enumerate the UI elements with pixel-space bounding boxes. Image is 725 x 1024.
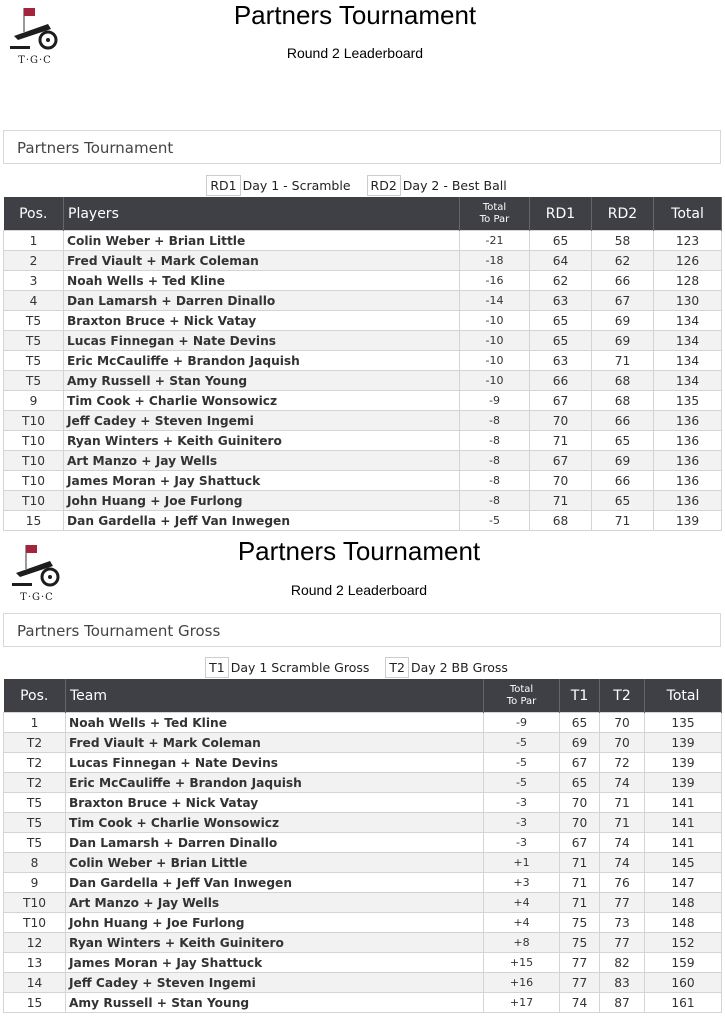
col-header-to-par-line2: To Par — [506, 695, 537, 707]
team-name-cell: Braxton Bruce + Nick Vatay — [64, 311, 460, 331]
section-header — [3, 613, 721, 647]
pos-cell: 15 — [4, 993, 66, 1013]
club-logo-text: T·G·C — [20, 592, 54, 603]
pos-cell: T5 — [4, 371, 64, 391]
table-header-row — [4, 197, 722, 231]
total-cell: 134 — [654, 331, 722, 351]
round1-cell: 70 — [530, 411, 592, 431]
round2-cell: 77 — [600, 893, 645, 913]
round1-cell: 67 — [530, 451, 592, 471]
round2-cell: 83 — [600, 973, 645, 993]
table-row[interactable] — [4, 873, 722, 893]
page-subtitle: Round 2 Leaderboard — [286, 45, 424, 61]
round1-cell: 74 — [560, 993, 600, 1013]
to-par-cell: +8 — [484, 933, 560, 953]
table-row[interactable] — [4, 833, 722, 853]
round1-cell: 63 — [530, 291, 592, 311]
table-row[interactable] — [4, 933, 722, 953]
col-header-pos[interactable]: Pos. — [4, 197, 64, 231]
round1-cell: 65 — [530, 311, 592, 331]
col-header-total[interactable]: Total — [645, 679, 722, 713]
pos-cell: T5 — [4, 833, 66, 853]
legend-key: RD1 — [206, 175, 240, 196]
to-par-cell: -8 — [460, 431, 530, 451]
pos-cell: T2 — [4, 753, 66, 773]
round1-cell: 63 — [530, 351, 592, 371]
table-row[interactable] — [4, 231, 722, 251]
round2-cell: 65 — [592, 491, 654, 511]
club-logo-text: T·G·C — [18, 55, 52, 66]
col-header-team[interactable]: Team — [66, 679, 484, 713]
team-name-cell: Amy Russell + Stan Young — [66, 993, 484, 1013]
legend-desc: Day 1 Scramble Gross — [230, 660, 370, 675]
total-cell: 141 — [645, 793, 722, 813]
legend-key: T1 — [205, 657, 229, 678]
round1-cell: 66 — [530, 371, 592, 391]
total-cell: 139 — [645, 733, 722, 753]
table-row[interactable] — [4, 251, 722, 271]
total-cell: 136 — [654, 471, 722, 491]
table-row[interactable] — [4, 451, 722, 471]
table-row[interactable] — [4, 793, 722, 813]
table-row[interactable] — [4, 953, 722, 973]
round2-cell: 71 — [600, 813, 645, 833]
round2-cell: 66 — [592, 271, 654, 291]
to-par-cell: -16 — [460, 271, 530, 291]
round1-cell: 62 — [530, 271, 592, 291]
team-name-cell: Noah Wells + Ted Kline — [66, 713, 484, 733]
leaderboard-table — [3, 197, 722, 531]
to-par-cell: -8 — [460, 411, 530, 431]
team-name-cell: Dan Lamarsh + Darren Dinallo — [64, 291, 460, 311]
table-row[interactable] — [4, 391, 722, 411]
team-name-cell: James Moran + Jay Shattuck — [66, 953, 484, 973]
legend-key: RD2 — [367, 175, 401, 196]
round2-cell: 58 — [592, 231, 654, 251]
team-name-cell: Noah Wells + Ted Kline — [64, 271, 460, 291]
col-header-t2[interactable]: T2 — [600, 679, 645, 713]
to-par-cell: +3 — [484, 873, 560, 893]
table-row[interactable] — [4, 471, 722, 491]
team-name-cell: Amy Russell + Stan Young — [64, 371, 460, 391]
pos-cell: 13 — [4, 953, 66, 973]
round2-cell: 76 — [600, 873, 645, 893]
total-cell: 139 — [654, 511, 722, 531]
pos-cell: 8 — [4, 853, 66, 873]
table-row[interactable] — [4, 491, 722, 511]
table-row[interactable] — [4, 291, 722, 311]
team-name-cell: Braxton Bruce + Nick Vatay — [66, 793, 484, 813]
round2-cell: 69 — [592, 331, 654, 351]
round1-cell: 77 — [560, 953, 600, 973]
total-cell: 139 — [645, 753, 722, 773]
team-name-cell: John Huang + Joe Furlong — [66, 913, 484, 933]
to-par-cell: -5 — [484, 753, 560, 773]
pos-cell: 15 — [4, 511, 64, 531]
table-row[interactable] — [4, 993, 722, 1013]
pos-cell: 12 — [4, 933, 66, 953]
total-cell: 135 — [645, 713, 722, 733]
round1-cell: 71 — [530, 431, 592, 451]
table-row[interactable] — [4, 853, 722, 873]
pos-cell: T10 — [4, 893, 66, 913]
team-name-cell: Eric McCauliffe + Brandon Jaquish — [66, 773, 484, 793]
round2-cell: 82 — [600, 953, 645, 973]
table-row[interactable] — [4, 411, 722, 431]
to-par-cell: -10 — [460, 351, 530, 371]
team-name-cell: Art Manzo + Jay Wells — [66, 893, 484, 913]
total-cell: 148 — [645, 913, 722, 933]
total-cell: 128 — [654, 271, 722, 291]
round2-cell: 66 — [592, 411, 654, 431]
to-par-cell: -10 — [460, 371, 530, 391]
pos-cell: 14 — [4, 973, 66, 993]
col-header-to-par-line1: Total — [509, 683, 534, 695]
col-header-to-par[interactable] — [484, 679, 560, 713]
col-header-to-par-line1: Total — [482, 201, 507, 213]
to-par-cell: +4 — [484, 913, 560, 933]
to-par-cell: -5 — [484, 773, 560, 793]
round2-cell: 68 — [592, 371, 654, 391]
round2-cell: 74 — [600, 833, 645, 853]
round1-cell: 65 — [530, 231, 592, 251]
pos-cell: 1 — [4, 231, 64, 251]
team-name-cell: Dan Lamarsh + Darren Dinallo — [66, 833, 484, 853]
table-row[interactable] — [4, 753, 722, 773]
round1-cell: 70 — [560, 813, 600, 833]
to-par-cell: +15 — [484, 953, 560, 973]
team-name-cell: Ryan Winters + Keith Guinitero — [66, 933, 484, 953]
round1-cell: 64 — [530, 251, 592, 271]
table-header-row — [4, 679, 722, 713]
team-name-cell: Tim Cook + Charlie Wonsowicz — [66, 813, 484, 833]
to-par-cell: -10 — [460, 331, 530, 351]
to-par-cell: -8 — [460, 491, 530, 511]
col-header-players[interactable]: Players — [64, 197, 460, 231]
total-cell: 160 — [645, 973, 722, 993]
table-row[interactable] — [4, 733, 722, 753]
pos-cell: 4 — [4, 291, 64, 311]
pos-cell: 9 — [4, 391, 64, 411]
round-legend — [0, 175, 725, 197]
pos-cell: T5 — [4, 331, 64, 351]
pos-cell: T10 — [4, 471, 64, 491]
to-par-cell: -3 — [484, 813, 560, 833]
team-name-cell: Jeff Cadey + Steven Ingemi — [66, 973, 484, 993]
team-name-cell: Fred Viault + Mark Coleman — [64, 251, 460, 271]
pos-cell: T10 — [4, 491, 64, 511]
total-cell: 134 — [654, 311, 722, 331]
round1-cell: 65 — [530, 331, 592, 351]
table-row[interactable] — [4, 973, 722, 993]
round1-cell: 67 — [530, 391, 592, 411]
round2-cell: 65 — [592, 431, 654, 451]
pos-cell: 3 — [4, 271, 64, 291]
total-cell: 134 — [654, 351, 722, 371]
round2-cell: 70 — [600, 713, 645, 733]
team-name-cell: Eric McCauliffe + Brandon Jaquish — [64, 351, 460, 371]
round2-cell: 71 — [592, 511, 654, 531]
pos-cell: 9 — [4, 873, 66, 893]
round2-cell: 87 — [600, 993, 645, 1013]
to-par-cell: +4 — [484, 893, 560, 913]
round1-cell: 69 — [560, 733, 600, 753]
pos-cell: T2 — [4, 733, 66, 753]
to-par-cell: -10 — [460, 311, 530, 331]
col-header-rd2[interactable]: RD2 — [592, 197, 654, 231]
pos-cell: T5 — [4, 311, 64, 331]
table-row[interactable] — [4, 331, 722, 351]
page-title: Partners Tournament — [237, 536, 481, 566]
col-header-pos[interactable]: Pos. — [4, 679, 66, 713]
total-cell: 159 — [645, 953, 722, 973]
table-row[interactable] — [4, 431, 722, 451]
col-header-t1[interactable]: T1 — [560, 679, 600, 713]
team-name-cell: Fred Viault + Mark Coleman — [66, 733, 484, 753]
leaderboard-table — [3, 679, 722, 1013]
round2-cell: 69 — [592, 451, 654, 471]
to-par-cell: -9 — [484, 713, 560, 733]
to-par-cell: -18 — [460, 251, 530, 271]
pos-cell: T10 — [4, 431, 64, 451]
total-cell: 145 — [645, 853, 722, 873]
total-cell: 136 — [654, 431, 722, 451]
round1-cell: 65 — [560, 773, 600, 793]
legend-desc: Day 2 - Best Ball — [402, 178, 507, 193]
pos-cell: T5 — [4, 793, 66, 813]
pos-cell: T5 — [4, 351, 64, 371]
round1-cell: 65 — [560, 713, 600, 733]
col-header-total[interactable]: Total — [654, 197, 722, 231]
round1-cell: 71 — [560, 853, 600, 873]
table-body — [4, 231, 722, 531]
to-par-cell: -21 — [460, 231, 530, 251]
col-header-to-par-line2: To Par — [479, 213, 510, 225]
to-par-cell: -14 — [460, 291, 530, 311]
round1-cell: 67 — [560, 753, 600, 773]
team-name-cell: Dan Gardella + Jeff Van Inwegen — [66, 873, 484, 893]
round1-cell: 70 — [560, 793, 600, 813]
table-body — [4, 713, 722, 1013]
round2-cell: 73 — [600, 913, 645, 933]
total-cell: 136 — [654, 451, 722, 471]
total-cell: 152 — [645, 933, 722, 953]
legend-key: T2 — [385, 657, 409, 678]
to-par-cell: -5 — [484, 733, 560, 753]
table-row[interactable] — [4, 913, 722, 933]
round2-cell: 68 — [592, 391, 654, 411]
team-name-cell: James Moran + Jay Shattuck — [64, 471, 460, 491]
total-cell: 136 — [654, 491, 722, 511]
round2-cell: 71 — [592, 351, 654, 371]
round1-cell: 67 — [560, 833, 600, 853]
section-title: Partners Tournament — [17, 139, 174, 157]
pos-cell: T10 — [4, 411, 64, 431]
team-name-cell: Colin Weber + Brian Little — [66, 853, 484, 873]
total-cell: 161 — [645, 993, 722, 1013]
total-cell: 123 — [654, 231, 722, 251]
team-name-cell: Ryan Winters + Keith Guinitero — [64, 431, 460, 451]
legend-desc: Day 2 BB Gross — [410, 660, 508, 675]
legend-desc: Day 1 - Scramble — [242, 178, 351, 193]
total-cell: 139 — [645, 773, 722, 793]
team-name-cell: Colin Weber + Brian Little — [64, 231, 460, 251]
to-par-cell: -9 — [460, 391, 530, 411]
team-name-cell: Lucas Finnegan + Nate Devins — [66, 753, 484, 773]
round1-cell: 71 — [560, 893, 600, 913]
to-par-cell: -8 — [460, 451, 530, 471]
round1-cell: 71 — [560, 873, 600, 893]
round1-cell: 75 — [560, 933, 600, 953]
table-row[interactable] — [4, 773, 722, 793]
round2-cell: 62 — [592, 251, 654, 271]
total-cell: 148 — [645, 893, 722, 913]
total-cell: 130 — [654, 291, 722, 311]
round1-cell: 68 — [530, 511, 592, 531]
pos-cell: T10 — [4, 451, 64, 471]
to-par-cell: -5 — [460, 511, 530, 531]
team-name-cell: Tim Cook + Charlie Wonsowicz — [64, 391, 460, 411]
page-title: Partners Tournament — [233, 0, 477, 30]
pos-cell: 1 — [4, 713, 66, 733]
pos-cell: T10 — [4, 913, 66, 933]
table-row[interactable] — [4, 351, 722, 371]
round2-cell: 74 — [600, 773, 645, 793]
total-cell: 136 — [654, 411, 722, 431]
table-row[interactable] — [4, 713, 722, 733]
round1-cell: 71 — [530, 491, 592, 511]
round2-cell: 69 — [592, 311, 654, 331]
team-name-cell: Art Manzo + Jay Wells — [64, 451, 460, 471]
section-title: Partners Tournament Gross — [17, 622, 221, 640]
round1-cell: 77 — [560, 973, 600, 993]
table-row[interactable] — [4, 371, 722, 391]
table-row[interactable] — [4, 893, 722, 913]
total-cell: 134 — [654, 371, 722, 391]
table-row[interactable] — [4, 511, 722, 531]
to-par-cell: +17 — [484, 993, 560, 1013]
team-name-cell: Lucas Finnegan + Nate Devins — [64, 331, 460, 351]
team-name-cell: John Huang + Joe Furlong — [64, 491, 460, 511]
col-header-to-par[interactable] — [460, 197, 530, 231]
table-row[interactable] — [4, 271, 722, 291]
team-name-cell: Dan Gardella + Jeff Van Inwegen — [64, 511, 460, 531]
round1-cell: 70 — [530, 471, 592, 491]
total-cell: 126 — [654, 251, 722, 271]
pos-cell: 2 — [4, 251, 64, 271]
table-row[interactable] — [4, 311, 722, 331]
section-header — [3, 130, 721, 164]
round2-cell: 71 — [600, 793, 645, 813]
round2-cell: 70 — [600, 733, 645, 753]
round-legend — [0, 657, 725, 679]
round2-cell: 74 — [600, 853, 645, 873]
to-par-cell: -3 — [484, 833, 560, 853]
page-subtitle: Round 2 Leaderboard — [290, 582, 428, 598]
round2-cell: 72 — [600, 753, 645, 773]
round1-cell: 75 — [560, 913, 600, 933]
round2-cell: 66 — [592, 471, 654, 491]
total-cell: 141 — [645, 833, 722, 853]
to-par-cell: -3 — [484, 793, 560, 813]
col-header-rd1[interactable]: RD1 — [530, 197, 592, 231]
to-par-cell: -8 — [460, 471, 530, 491]
total-cell: 141 — [645, 813, 722, 833]
pos-cell: T5 — [4, 813, 66, 833]
team-name-cell: Jeff Cadey + Steven Ingemi — [64, 411, 460, 431]
round2-cell: 77 — [600, 933, 645, 953]
to-par-cell: +16 — [484, 973, 560, 993]
pos-cell: T2 — [4, 773, 66, 793]
to-par-cell: +1 — [484, 853, 560, 873]
total-cell: 135 — [654, 391, 722, 411]
table-row[interactable] — [4, 813, 722, 833]
total-cell: 147 — [645, 873, 722, 893]
round2-cell: 67 — [592, 291, 654, 311]
